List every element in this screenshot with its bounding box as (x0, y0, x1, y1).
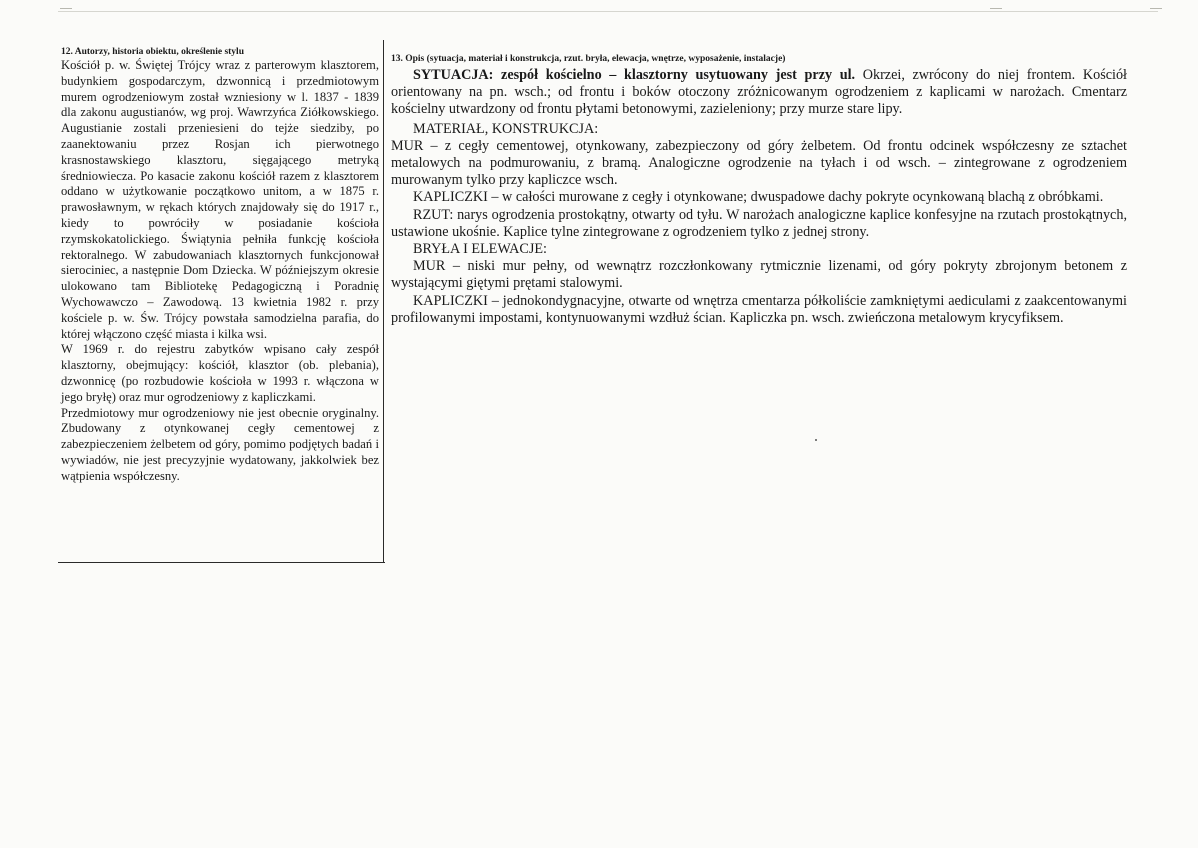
kapliczki-bryla-paragraph: KAPLICZKI – jednokondygnacyjne, otwarte od wnętrza cmentarza półkoliście zamkniętymi aediculami z zaakcentowanymi profilowanymi impostami, kontynuowanymi wzdłuż ścian. Kapliczka pn. wsch. zwieńczona metalowym krycyfiksem. (391, 292, 1127, 326)
scan-mark (1150, 8, 1162, 9)
scan-mark (990, 8, 1002, 9)
situation-lead-rest: Okrzei, zwrócony do niej frontem. (862, 67, 1076, 83)
history-paragraph: Kościół p. w. Świętej Trójcy wraz z parterowym klasztorem, budynkiem gospodarczym, dzwonnicą i przedmiotowym murem ogrodzeniowym został wzniesiony w l. 1837 - 1839 dla zakonu augustianów, wg proj. Wawrzyńca Ziółkowskiego. Augustianie zostali przeniesieni do tejże siedziby, po zaanektowaniu przez Rosjan ich pierwotnego krasnostawskiego klasztoru, sięgającego metryką średniowiecza. Po kasacie zakonu kościół razem z klasztorem oddano w użytkowanie początkowo unitom, a w 1875 r. prawosławnym, w rękach których znajdowały się do 1917 r., kiedy to powróciły w posiadanie kościoła rzymskokatolickiego. Świątynia pełniła funkcję kościoła rektoralnego. W zabudowaniach klasztornych funkcjonował sierociniec, a następnie Dom Dziecka. W późniejszym okresie ulokowano tam Bibliotekę Pedagogiczną i Poradnię Wychowawczo – Zawodową. 13 kwietnia 1982 r. przy kościele p. w. Św. Trójcy powstała samodzielna parafia, do której włączono część miasta i kilka wsi. (61, 58, 379, 341)
left-box-bottom-rule (58, 562, 385, 563)
description-section (391, 54, 1127, 327)
section-13-heading: 13. Opis (sytuacja, materiał i konstrukcja, rzut. bryła, elewacja, wnętrze, wyposażenie, instalacje) (391, 54, 786, 64)
scan-speck (815, 439, 817, 441)
situation-paragraph (391, 67, 1127, 119)
mur-material-paragraph: MUR – z cegły cementowej, otynkowany, zabezpieczony od góry żelbetem. Od frontu odcinek współczesny ze sztachet metalowych na podmurowaniu, z bramą. Analogiczne ogrodzenie na tyłach i od wsch. – zintegrowane z ogrodzeniem murowanym tylko przy kapliczce wsch. (391, 137, 1127, 189)
rzut-paragraph: RZUT: narys ogrodzenia prostokątny, otwarty od tyłu. W narożach analogiczne kaplice konfesyjne na rzutach prostokątnych, ustawione ukośnie. Kaplice tylne zintegrowane z ogrodzeniem tylko z jednej strony. (391, 206, 1127, 240)
situation-lead: zespół kościelno – klasztorny usytuowany jest przy ul. (501, 67, 856, 83)
kapliczki-material-paragraph: KAPLICZKI – w całości murowane z cegły i otynkowane; dwuspadowe dachy pokryte ocynkowaną blachą z obróbkami. (413, 189, 1104, 206)
registry-paragraph: W 1969 r. do rejestru zabytków wpisano cały zespół klasztorny, obejmujący: kościół, klasztor (ob. plebania), dzwonnicę (po rozbudowie kościoła w 1993 r. włączona w jego bryłę) oraz mur ogrodzeniowy z kapliczkami. (61, 342, 379, 404)
bryla-heading: BRYŁA I ELEWACJE: (413, 241, 547, 258)
mur-bryla-paragraph: MUR – niski mur pełny, od wewnątrz rozczłonkowany rytmicznie lizenami, od góry pokryty zbrojonym betonem z wystającymi giętymi prętami stalowymi. (391, 258, 1127, 292)
column-divider (383, 40, 384, 562)
material-heading: MATERIAŁ, KONSTRUKCJA: (413, 120, 599, 137)
section-12-heading: 12. Autorzy, historia obiektu, określenie stylu (61, 47, 244, 57)
history-section (61, 47, 379, 485)
situation-label: SYTUACJA: (413, 67, 494, 83)
situation-text: Kościół orientowany na pn. wsch.; od frontu i boków otoczony zróżnicowanym ogrodzeniem z kaplicami w narożach. Cmentarz kościelny utwardzony od frontu płytami betonowymi, zazieleniony; przy murze stare lipy. (391, 67, 1127, 118)
top-scan-line (58, 11, 1158, 12)
scan-mark (60, 8, 72, 9)
wall-dating-paragraph: Przedmiotowy mur ogrodzeniowy nie jest obecnie oryginalny. Zbudowany z otynkowanej cegły cementowej z zabezpieczeniem żelbetem od góry, pomimo podjętych badań i wywiadów, nie jest precyzyjnie wydatowany, jakkolwiek bez wątpienia współczesny. (61, 405, 379, 483)
